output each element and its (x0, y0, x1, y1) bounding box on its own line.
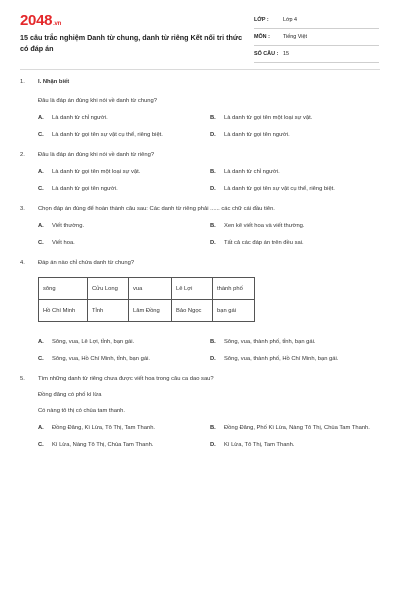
section-title: I. Nhận biết (38, 79, 70, 85)
option-b[interactable] (210, 168, 382, 176)
meta-row-grade (254, 12, 379, 29)
option-text: Kì Lừa, Tô Thị, Tam Thanh. (224, 442, 295, 448)
question-number: 5. (20, 376, 25, 382)
question-number: 4. (20, 260, 25, 266)
table-cell: thành phố (213, 278, 255, 300)
option-label: C. (38, 356, 44, 362)
option-text: Là danh từ chỉ người. (52, 115, 108, 121)
site-logo[interactable]: 2048.vn (20, 12, 61, 29)
option-a[interactable] (38, 168, 210, 176)
option-text: Xen kẽ viết hoa và viết thường. (224, 223, 305, 229)
option-d[interactable] (210, 131, 382, 139)
option-a[interactable] (38, 222, 210, 230)
question-text: Đâu là đáp án đúng khi nói về danh từ chung? (38, 98, 157, 104)
meta-value: Tiếng Việt (283, 34, 307, 40)
option-c[interactable] (38, 355, 210, 363)
question-text-line (20, 259, 380, 268)
table-cell: Lê Lợi (172, 278, 213, 300)
meta-key: MÔN : (254, 34, 270, 40)
meta-row-subject (254, 29, 379, 46)
table-cell: vua (129, 278, 172, 300)
option-d[interactable] (210, 441, 382, 449)
option-text: Đồng Đăng, Kì Lừa, Tô Thị, Tam Thanh. (52, 425, 156, 431)
option-label: B. (210, 169, 216, 175)
option-text: Sông, vua, thành phố, Hồ Chí Minh, bạn gái. (224, 356, 339, 362)
option-label: A. (38, 223, 44, 229)
table-cell: Bảo Ngọc (172, 300, 213, 322)
option-label: C. (38, 132, 44, 138)
question-number: 1. (20, 79, 25, 85)
table-cell: Tỉnh (88, 300, 129, 322)
meta-info (254, 12, 379, 63)
option-a[interactable] (38, 338, 210, 346)
option-label: B. (210, 115, 216, 121)
question-number: 2. (20, 152, 25, 158)
option-label: C. (38, 442, 44, 448)
option-label: D. (210, 356, 216, 362)
question-header (20, 78, 380, 87)
answer-options (20, 424, 380, 449)
table-cell: Hồ Chí Minh (39, 300, 88, 322)
question-text-line (20, 151, 380, 160)
question-text-line (20, 375, 380, 384)
option-label: A. (38, 115, 44, 121)
question-text: Đâu là đáp án đúng khi nói về danh từ riêng? (38, 152, 155, 158)
option-text: Là danh từ chỉ người. (224, 169, 280, 175)
question-2 (20, 151, 380, 193)
poem-line: Đồng đăng có phố kì lừa (38, 392, 102, 398)
option-d[interactable] (210, 355, 382, 363)
option-text: Là danh từ gọi tên một loại sự vật. (52, 169, 141, 175)
option-c[interactable] (38, 441, 210, 449)
option-text: Là danh từ gọi tên người. (52, 186, 118, 192)
option-label: B. (210, 339, 216, 345)
word-table (38, 277, 255, 322)
option-text: Đồng Đăng, Phố Kì Lừa, Nàng Tô Thị, Chùa Tam Thanh. (224, 425, 370, 431)
question-text: Đáp án nào chỉ chứa danh từ chung? (38, 260, 135, 266)
question-number: 3. (20, 206, 25, 212)
meta-key: LỚP : (254, 17, 269, 23)
option-label: A. (38, 339, 44, 345)
table-cell: Cửu Long (88, 278, 129, 300)
option-c[interactable] (38, 185, 210, 193)
question-text: Tìm những danh từ riêng chưa được viết hoa trong câu ca dao sau? (38, 376, 214, 382)
table-cell: bạn gái (213, 300, 255, 322)
table-row (39, 278, 255, 300)
option-d[interactable] (210, 185, 382, 193)
question-list (20, 78, 380, 461)
option-text: Kì Lừa, Nàng Tô Thị, Chùa Tam Thanh. (52, 442, 154, 448)
poem-line: Có nàng tô thị có chùa tam thanh. (38, 408, 126, 414)
option-text: Sông, vua, thành phố, tỉnh, bạn gái. (224, 339, 316, 345)
option-label: D. (210, 132, 216, 138)
question-4 (20, 259, 380, 363)
question-3 (20, 205, 380, 247)
option-text: Sông, vua, Hồ Chí Minh, tỉnh, bạn gái. (52, 356, 150, 362)
option-b[interactable] (210, 424, 382, 432)
question-5 (20, 375, 380, 449)
option-a[interactable] (38, 114, 210, 122)
header-divider (20, 69, 380, 70)
option-label: C. (38, 186, 44, 192)
option-text: Sông, vua, Lê Lợi, tỉnh, bạn gái. (52, 339, 135, 345)
option-b[interactable] (210, 114, 382, 122)
option-a[interactable] (38, 424, 210, 432)
option-c[interactable] (38, 131, 210, 139)
question-text-line (20, 205, 380, 214)
option-label: A. (38, 425, 44, 431)
option-b[interactable] (210, 338, 382, 346)
answer-options (20, 222, 380, 247)
option-label: D. (210, 186, 216, 192)
option-b[interactable] (210, 222, 382, 230)
option-label: D. (210, 240, 216, 246)
option-text: Là danh từ gọi tên sự vật cụ thể, riêng biệt. (224, 186, 335, 192)
meta-key: SỐ CÂU : (254, 51, 279, 57)
option-text: Là danh từ gọi tên một loại sự vật. (224, 115, 313, 121)
option-label: B. (210, 425, 216, 431)
option-text: Là danh từ gọi tên sự vật cụ thể, riêng biệt. (52, 132, 163, 138)
answer-options (20, 114, 380, 139)
option-text: Tất cả các đáp án trên đều sai. (224, 240, 304, 246)
table-cell: sông (39, 278, 88, 300)
meta-value: 15 (283, 51, 289, 57)
option-text: Viết thường. (52, 223, 85, 229)
table-row (39, 300, 255, 322)
meta-row-count (254, 46, 379, 63)
option-text: Là danh từ gọi tên người. (224, 132, 290, 138)
document-title: 15 câu trắc nghiệm Danh từ chung, danh từ riêng Kết nối tri thức có đáp án (20, 33, 243, 53)
answer-options (20, 168, 380, 193)
option-label: B. (210, 223, 216, 229)
answer-options (20, 338, 380, 363)
option-text: Viết hoa. (52, 240, 75, 246)
option-label: D. (210, 442, 216, 448)
table-cell: Lâm Đồng (129, 300, 172, 322)
question-text: Chọn đáp án đúng để hoàn thành câu sau: Các danh từ riêng phải ...... các chữ cái đầu tiên. (38, 206, 275, 212)
option-c[interactable] (38, 239, 210, 247)
option-d[interactable] (210, 239, 382, 247)
question-1 (20, 78, 380, 139)
option-label: A. (38, 169, 44, 175)
option-label: C. (38, 240, 44, 246)
meta-value: Lớp 4 (283, 17, 298, 23)
